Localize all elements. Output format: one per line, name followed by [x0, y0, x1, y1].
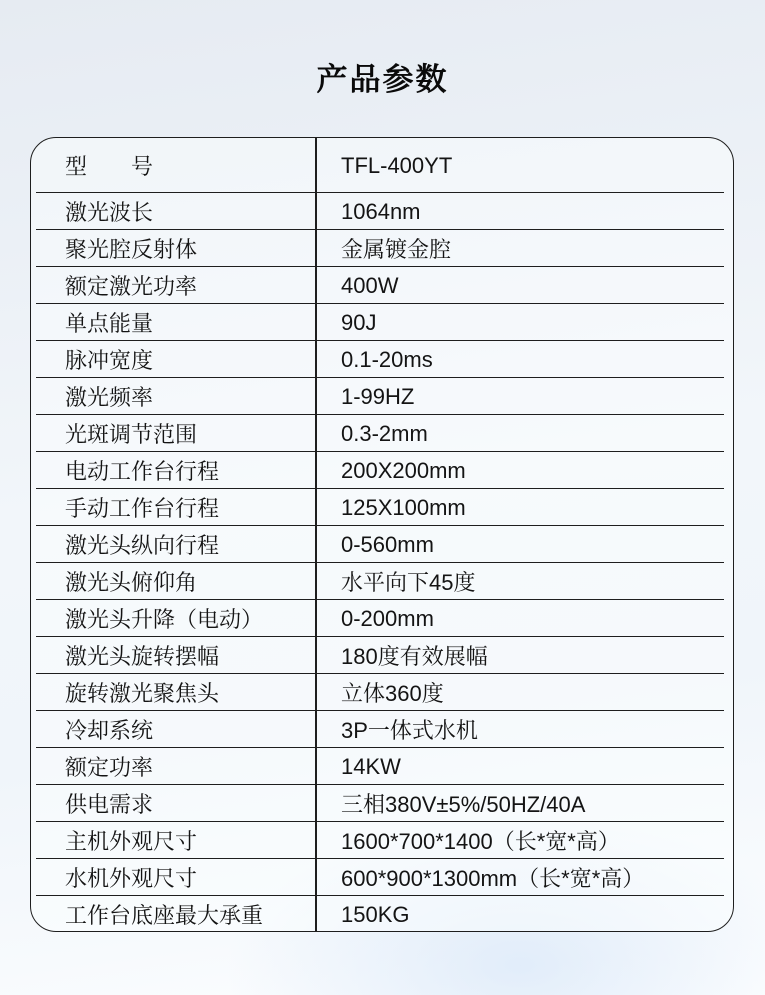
- param-label: 额定激光功率: [65, 274, 198, 299]
- table-row: [31, 711, 733, 748]
- param-value: 0.1-20ms: [341, 346, 433, 372]
- param-value: 0-560mm: [341, 531, 434, 557]
- table-row: [31, 341, 733, 378]
- page-title: 产品参数: [316, 62, 449, 97]
- param-value: TFL-400YT: [341, 152, 453, 178]
- param-label: 主机外观尺寸: [65, 829, 198, 854]
- param-value: 1064nm: [341, 198, 421, 224]
- table-row: [31, 267, 733, 304]
- param-value: 立体360度: [341, 681, 444, 706]
- param-label: 水机外观尺寸: [65, 866, 198, 891]
- param-value: 3P一体式水机: [341, 718, 478, 743]
- param-label: 激光头升降（电动）: [65, 607, 264, 632]
- param-label: 额定功率: [65, 755, 154, 780]
- table-row: [31, 230, 733, 267]
- param-value: 1-99HZ: [341, 383, 415, 409]
- param-label: 型 号: [65, 154, 154, 179]
- param-value: 14KW: [341, 753, 401, 779]
- table-row: [31, 526, 733, 563]
- table-row: [31, 896, 733, 932]
- param-value: 90J: [341, 309, 377, 335]
- table-row: [31, 378, 733, 415]
- param-value: 0-200mm: [341, 605, 434, 631]
- table-row: [31, 637, 733, 674]
- table-row: [31, 822, 733, 859]
- param-label: 聚光腔反射体: [65, 237, 198, 262]
- table-row: [31, 859, 733, 896]
- param-label: 手动工作台行程: [65, 496, 220, 521]
- param-value: 600*900*1300mm（长*宽*高）: [341, 866, 645, 891]
- param-label: 激光头俯仰角: [65, 570, 198, 595]
- param-label: 工作台底座最大承重: [65, 903, 264, 928]
- table-row: [31, 489, 733, 526]
- param-label: 激光头纵向行程: [65, 533, 220, 558]
- param-label: 光斑调节范围: [65, 422, 198, 447]
- table-row: [31, 563, 733, 600]
- param-value: 200X200mm: [341, 457, 466, 483]
- param-label: 供电需求: [65, 792, 154, 817]
- table-row: [31, 785, 733, 822]
- param-value: 180度有效展幅: [341, 644, 488, 669]
- param-label: 冷却系统: [65, 718, 154, 743]
- table-row: [31, 600, 733, 637]
- param-value: 125X100mm: [341, 494, 466, 520]
- param-value: 水平向下45度: [341, 570, 476, 595]
- param-label: 激光波长: [65, 200, 154, 225]
- table-row: [31, 748, 733, 785]
- spec-table: [30, 137, 734, 932]
- param-label: 单点能量: [65, 311, 154, 336]
- param-label: 脉冲宽度: [65, 348, 154, 373]
- table-row: [31, 415, 733, 452]
- param-label: 激光频率: [65, 385, 154, 410]
- table-row: [31, 674, 733, 711]
- param-value: 150KG: [341, 901, 410, 927]
- table-row: [31, 452, 733, 489]
- param-label: 旋转激光聚焦头: [65, 681, 220, 706]
- param-value: 金属镀金腔: [341, 237, 452, 262]
- table-row: [31, 138, 733, 193]
- table-row: [31, 304, 733, 341]
- param-label: 激光头旋转摆幅: [65, 644, 220, 669]
- param-value: 0.3-2mm: [341, 420, 428, 446]
- param-value: 1600*700*1400（长*宽*高）: [341, 829, 620, 854]
- param-label: 电动工作台行程: [65, 459, 220, 484]
- table-row: [31, 193, 733, 230]
- param-value: 三相380V±5%/50HZ/40A: [341, 792, 586, 817]
- param-value: 400W: [341, 272, 399, 298]
